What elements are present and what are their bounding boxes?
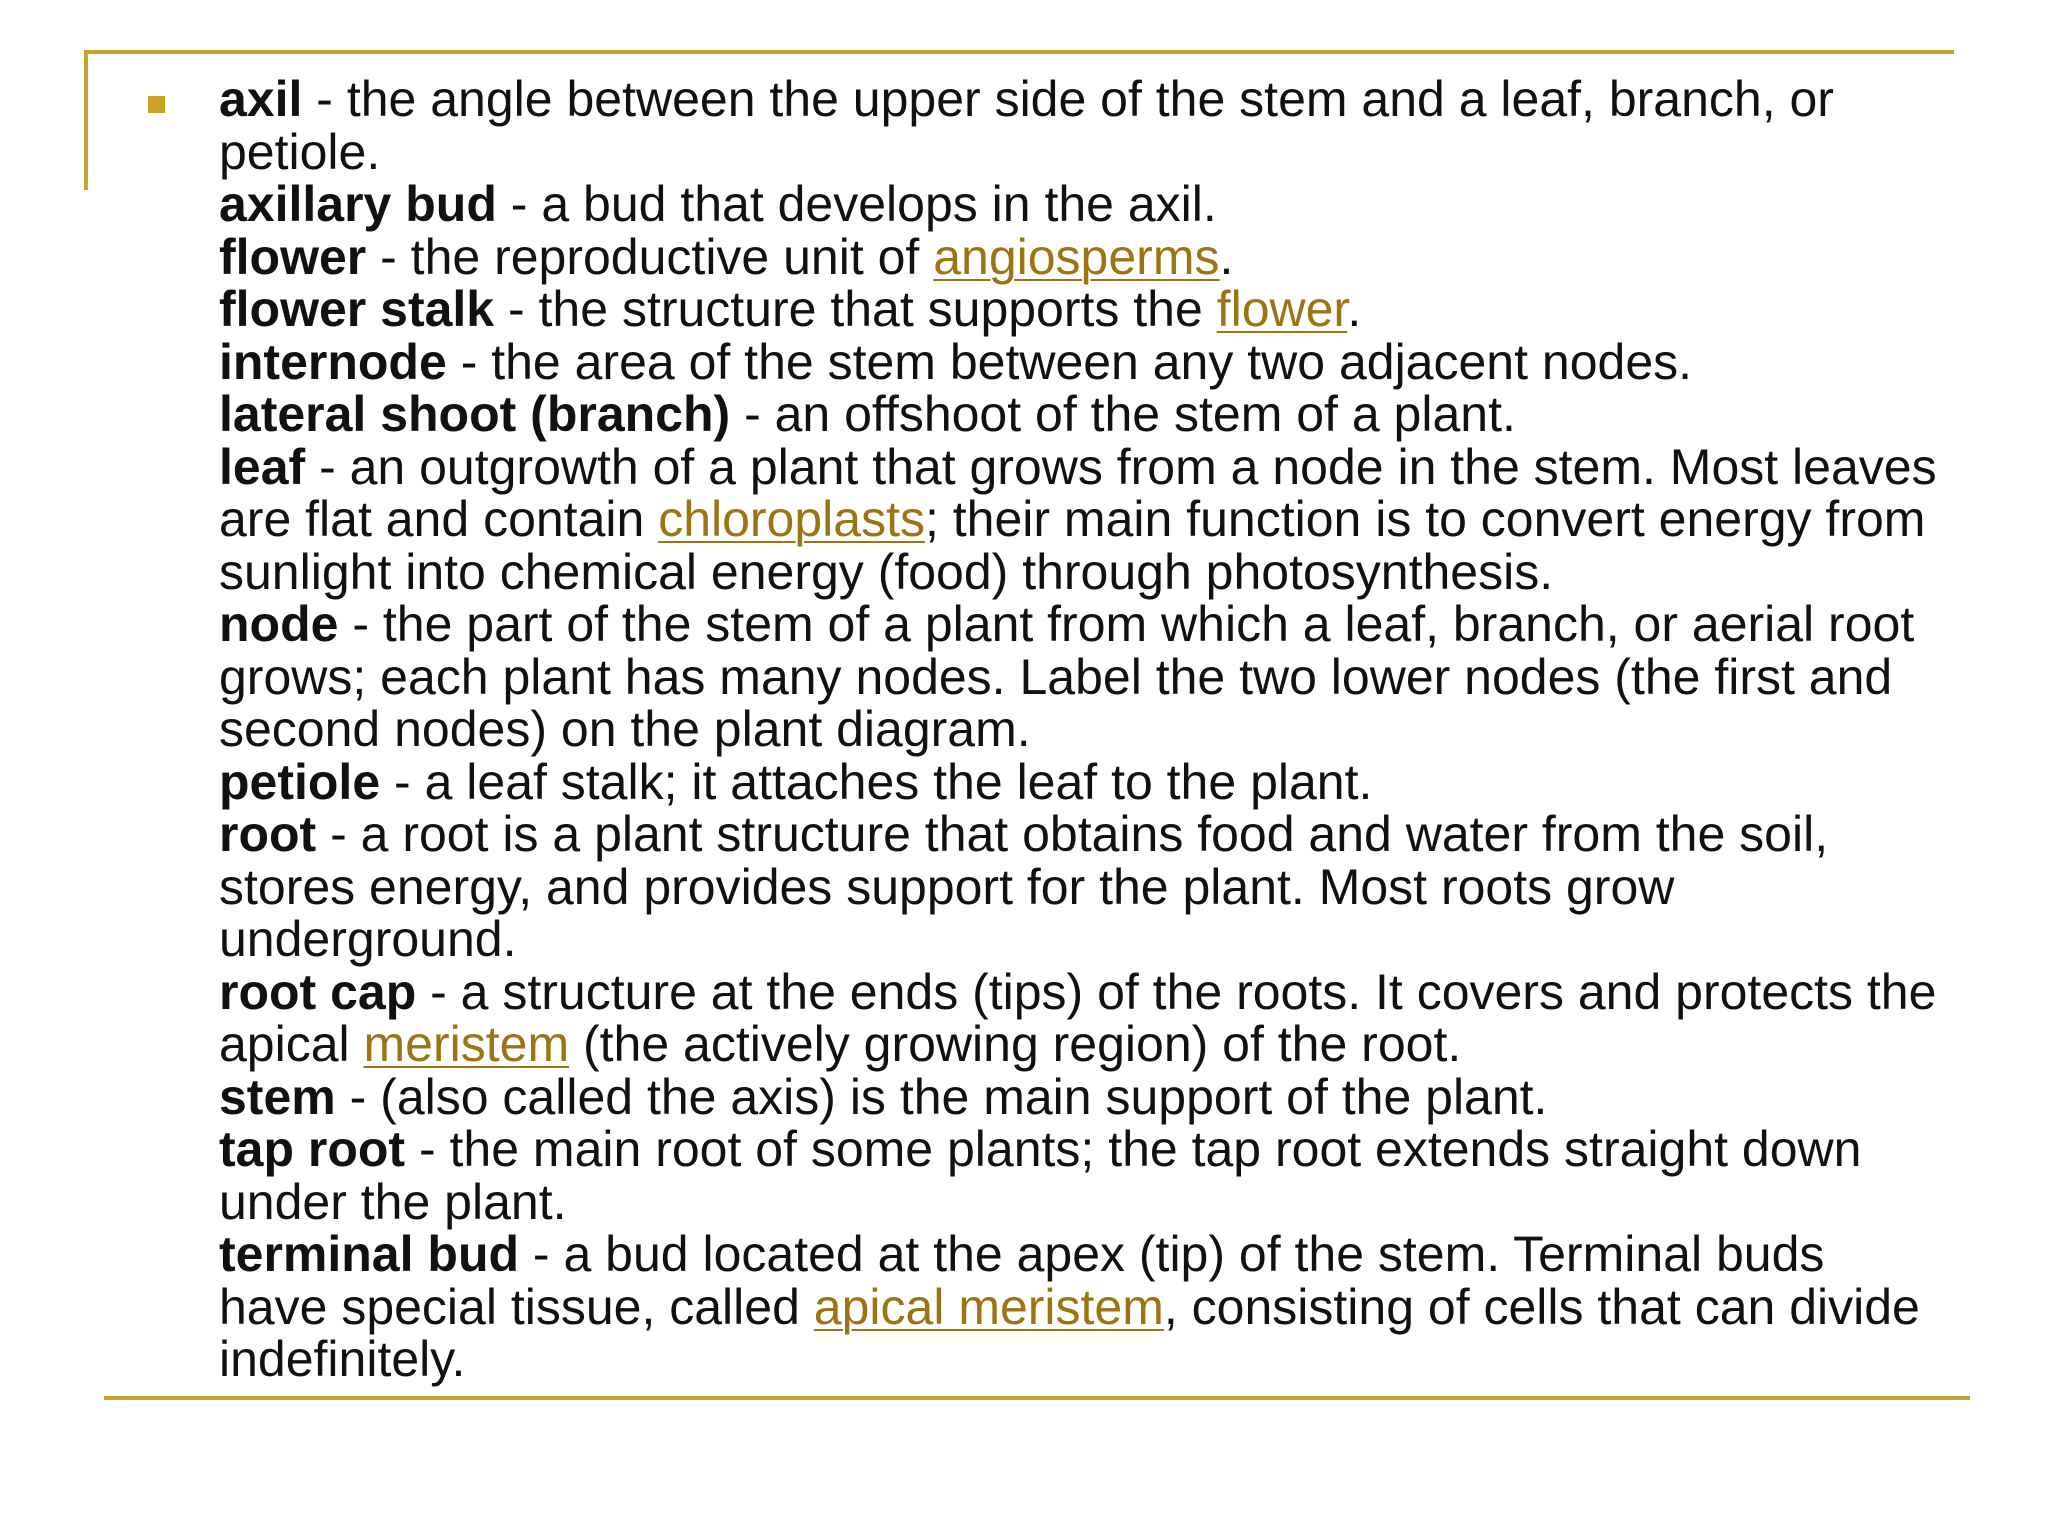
glossary-link[interactable]: flower [1216,281,1348,337]
glossary-definition-text: - the structure that supports the [494,281,1217,337]
glossary-term: internode [219,333,447,390]
glossary-link[interactable]: angiosperms [933,228,1220,285]
glossary-definition-text: - the main root of some plants; the tap root extends straight down under the plant. [219,1121,1862,1230]
glossary-entry [219,438,1939,600]
glossary-definition-text: - the part of the stem of a plant from which a leaf, branch, or aerial root grows; each plant has many nodes. Label the two lower nodes (the first and second nodes) on the plant diagram. [219,596,1915,757]
glossary-term: lateral shoot (branch) [219,386,731,442]
glossary-term: terminal bud [219,1226,520,1282]
glossary-term: axil [219,71,303,127]
glossary-definition-text: - a leaf stalk; it attaches the leaf to the plant. [380,753,1373,810]
glossary-definition-text: - a bud located at the apex (tip) of the stem. Terminal buds have special tissue, called [219,1226,1825,1335]
glossary-entry [219,178,1939,231]
glossary-list [219,73,1939,1386]
glossary-link[interactable]: chloroplasts [658,491,925,547]
top-rule [84,50,1954,54]
glossary-definition-text: - (also called the axis) is the main support of the plant. [335,1068,1548,1125]
glossary-entry [219,963,1939,1072]
glossary-term: root [219,806,317,862]
glossary-entry [219,388,1939,441]
glossary-entry [219,1228,1939,1386]
glossary-term: tap root [219,1121,406,1177]
glossary-entry [219,1123,1939,1228]
glossary-entry [219,753,1939,810]
bottom-rule [104,1396,1970,1400]
glossary-entry [219,228,1939,285]
square-bullet-icon [148,96,165,113]
glossary-entry [219,808,1939,966]
glossary-entry [219,283,1939,336]
glossary-definition-text: - a root is a plant structure that obtains food and water from the soil, stores energy, and provides support for the plant. Most roots grow underground. [219,806,1829,967]
glossary-link[interactable]: apical meristem [813,1278,1164,1335]
glossary-entry [219,1068,1939,1125]
glossary-definition-text: - the reproductive unit of [366,228,934,285]
glossary-definition-text: - an outgrowth of a plant that grows from a node in the stem. Most leaves are flat and contain [219,438,1937,547]
glossary-term: node [219,596,339,652]
glossary-term: leaf [219,438,306,495]
glossary-definition-text: ; their main function is to convert energy from sunlight into chemical energy (food) through photosynthesis. [219,491,1926,600]
glossary-definition-text: , consisting of cells that can divide indefinitely. [219,1278,1920,1387]
glossary-definition-text: - the angle between the upper side of the stem and a leaf, branch, or petiole. [219,71,1834,180]
glossary-term: axillary bud [219,176,497,232]
glossary-term: flower stalk [219,281,495,337]
glossary-term: root cap [219,963,417,1020]
glossary-definition-text: . [1219,228,1234,285]
glossary-link[interactable]: meristem [363,1016,570,1072]
glossary-term: stem [219,1068,336,1125]
glossary-definition-text: . [1347,281,1362,337]
glossary-definition-text: - a bud that develops in the axil. [496,176,1217,232]
glossary-entry [219,333,1939,390]
left-rule [84,50,88,190]
glossary-term: petiole [219,753,381,810]
glossary-entry [219,73,1939,178]
glossary-definition-text: - a structure at the ends (tips) of the roots. It covers and protects the apical [219,963,1937,1072]
glossary-term: flower [219,228,367,285]
glossary-definition-text: (the actively growing region) of the root. [569,1016,1462,1072]
glossary-definition-text: - an offshoot of the stem of a plant. [730,386,1516,442]
glossary-entry [219,598,1939,756]
glossary-definition-text: - the area of the stem between any two adjacent nodes. [446,333,1693,390]
